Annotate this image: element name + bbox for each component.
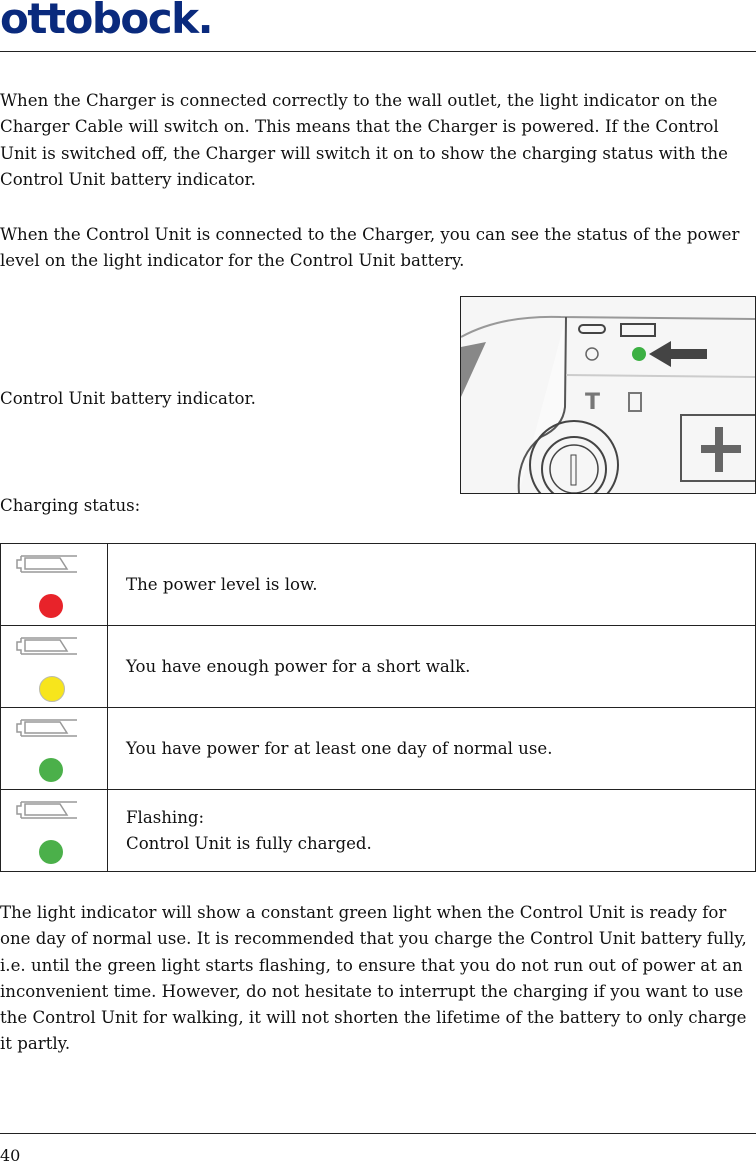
charging-status-table — [0, 543, 756, 872]
control-unit-photo — [460, 296, 756, 494]
recommendation-paragraph: The light indicator will show a constant green light when the Control Unit is ready for one day of normal use. It is recommended that you charge the Control Unit battery fully, i.e. until the green light starts flashing, to ensure that you do not run out of power at an inconvenient time. However, do not hesitate to interrupt the charging if you want to use the Control Unit for walking, it will not shorten the lifetime of the battery to only charge it partly. — [0, 903, 747, 1054]
yellow-light-icon — [39, 676, 65, 702]
status-text: The power level is low. — [108, 544, 756, 626]
status-text: Control Unit is fully charged. — [126, 833, 372, 853]
status-label: Flashing: — [126, 807, 205, 827]
green-light-icon — [39, 758, 63, 782]
red-light-icon — [39, 594, 63, 618]
header-rule — [0, 51, 756, 52]
footer-rule — [0, 1133, 756, 1134]
ottobock-logo: ottobock. — [0, 0, 213, 43]
battery-icon — [15, 634, 77, 656]
table-row — [1, 544, 756, 626]
status-text: You have power for at least one day of normal use. — [108, 708, 756, 790]
battery-icon — [15, 716, 77, 738]
connection-paragraph: When the Control Unit is connected to the Charger, you can see the status of the power level on the light indicator for the Control Unit battery. — [0, 225, 740, 271]
charging-status-heading: Charging status: — [0, 496, 141, 515]
svg-text:T: T — [585, 390, 601, 415]
intro-paragraph: When the Charger is connected correctly to the wall outlet, the light indicator on the Charger Cable will switch on. This means that the Charger is powered. If the Control Unit is switched off, the Charger will switch it on to show the charging status with the Control Unit battery indicator. — [0, 91, 728, 189]
battery-icon — [15, 798, 77, 820]
table-row — [1, 790, 756, 872]
status-text: You have enough power for a short walk. — [108, 626, 756, 708]
table-row — [1, 708, 756, 790]
page-number: 40 — [0, 1146, 21, 1164]
green-flashing-light-icon — [39, 840, 63, 864]
table-row — [1, 626, 756, 708]
battery-icon — [15, 552, 77, 574]
indicator-caption: Control Unit battery indicator. — [0, 389, 256, 408]
